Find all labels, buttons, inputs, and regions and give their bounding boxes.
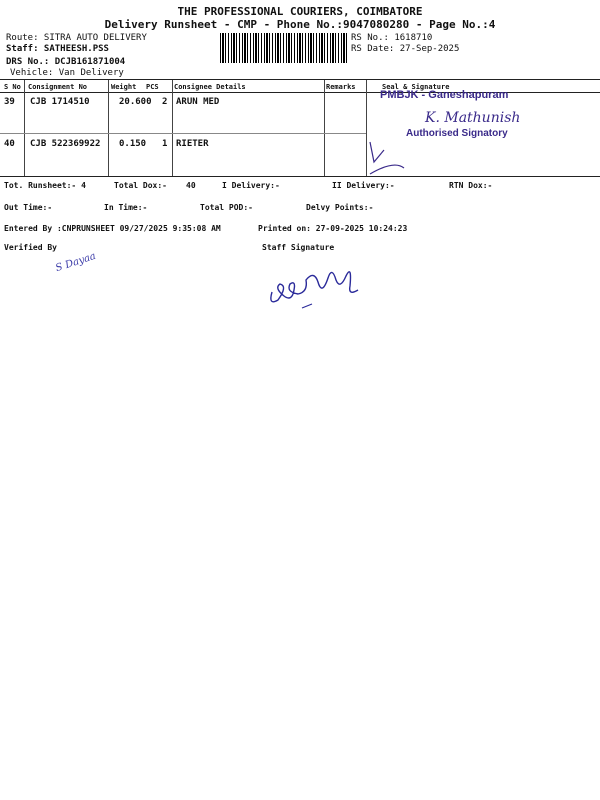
out-time: Out Time:-	[4, 203, 53, 212]
row2-consignment: CJB 522369922	[30, 139, 101, 149]
row1-pcs: 2	[162, 97, 168, 107]
row2-sno: 40	[4, 139, 15, 149]
rs-date: RS Date: 27-Sep-2025	[351, 44, 460, 54]
row1-weight: 20.600	[119, 97, 152, 107]
ii-delivery: II Delivery:-	[332, 181, 395, 190]
runsheet-subtitle: Delivery Runsheet - CMP - Phone No.:9047080280 - Page No.:4	[104, 18, 496, 31]
tot-runsheet: Tot. Runsheet:- 4	[4, 181, 86, 190]
col-header-consignee: Consignee Details	[174, 83, 246, 91]
row2-pcs: 1	[162, 139, 168, 149]
seal-scribble	[364, 134, 414, 178]
col-header-seal: Seal & Signature	[382, 83, 450, 91]
row2-consignee: RIETER	[176, 139, 209, 149]
stamp-signature: K. Mathunish	[425, 110, 521, 126]
stamp-line1: PMBJK - Ganeshapuram	[380, 89, 509, 101]
row1-consignment: CJB 1714510	[30, 97, 90, 107]
entered-by: Entered By :CNPRUNSHEET 09/27/2025 9:35:08 AM	[4, 224, 221, 233]
col-divider	[108, 80, 109, 176]
total-dox-value: 40	[186, 181, 196, 190]
col-header-pcs: PCS	[146, 83, 159, 91]
row-divider	[0, 133, 366, 134]
row2-weight: 0.150	[119, 139, 147, 149]
verified-by-label: Verified By	[4, 243, 57, 252]
barcode	[220, 33, 348, 63]
delvy-points: Delvy Points:-	[306, 203, 374, 212]
col-header-weight: Weight	[111, 83, 137, 91]
printed-on: Printed on: 27-09-2025 10:24:23	[258, 224, 408, 233]
total-dox-label: Total Dox:-	[114, 181, 167, 190]
staff-signature-scribble	[262, 256, 372, 314]
staff-label: Staff: SATHEESH.PSS	[6, 44, 109, 54]
col-header-consignment: Consignment No	[28, 83, 88, 91]
staff-signature-label: Staff Signature	[262, 243, 335, 252]
stamp-line2: Authorised Signatory	[406, 128, 508, 139]
verified-signature: S Dayaa	[54, 250, 98, 275]
total-pod: Total POD:-	[200, 203, 253, 212]
header-bottom-rule	[0, 92, 600, 93]
rtn-dox: RTN Dox:-	[449, 181, 493, 190]
table-bottom-rule	[0, 176, 600, 177]
col-divider	[172, 80, 173, 176]
in-time: In Time:-	[104, 203, 148, 212]
company-title: THE PROFESSIONAL COURIERS, COIMBATORE	[177, 5, 423, 18]
col-header-sno: S No	[4, 83, 21, 91]
col-header-remarks: Remarks	[326, 83, 356, 91]
vehicle-label: Vehicle: Van Delivery	[10, 68, 124, 78]
col-divider	[324, 80, 325, 176]
i-delivery: I Delivery:-	[222, 181, 280, 190]
col-divider	[24, 80, 25, 176]
row1-consignee: ARUN MED	[176, 97, 220, 107]
drs-number: DRS No.: DCJB161871004	[6, 57, 126, 67]
row1-sno: 39	[4, 97, 15, 107]
route-label: Route: SITRA AUTO DELIVERY	[6, 33, 147, 43]
table-top-rule	[0, 79, 600, 80]
rs-number: RS No.: 1618710	[351, 33, 433, 43]
